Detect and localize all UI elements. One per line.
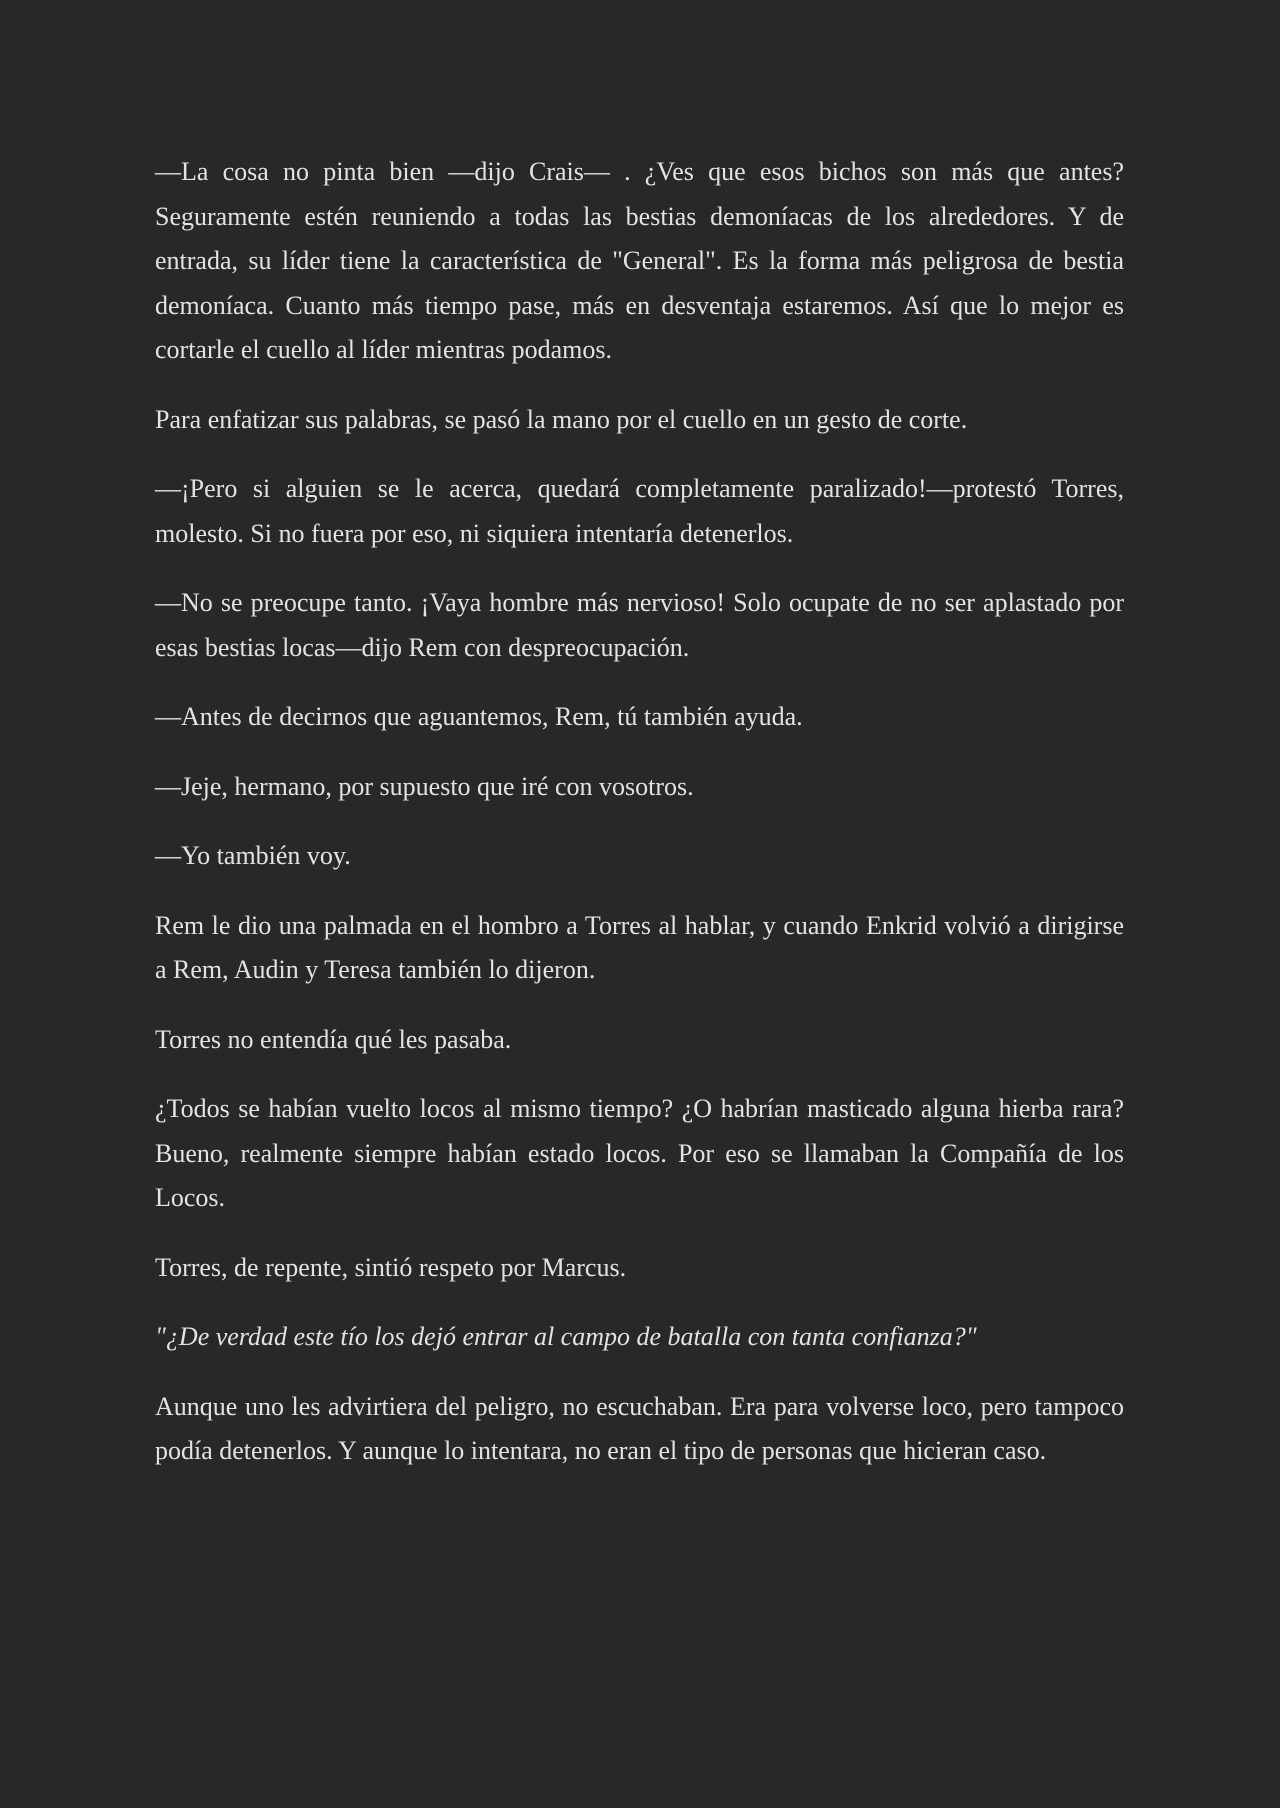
paragraph-rem-palmada: Rem le dio una palmada en el hombro a Torres al hablar, y cuando Enkrid volvió a dirigirse a Rem, Audin y Teresa también lo dijeron.: [155, 910, 1124, 984]
paragraph-rem-reply: —No se preocupe tanto. ¡Vaya hombre más nervioso! Solo ocupate de no ser aplastado por esas bestias locas—dijo Rem con despreocupación.: [155, 588, 1124, 662]
paragraph-jeje: —Jeje, hermano, por supuesto que iré con vosotros.: [155, 771, 694, 801]
paragraph-yo-tambien: —Yo también voy.: [155, 841, 351, 870]
paragraph-crais-warning: —La cosa no pinta bien —dijo Crais— . ¿Ves que esos bichos son más que antes? Seguramente estén reuniendo a todas las bestias demoníacas de los alrededores. Y de entrada, su líder tiene la característica de "General". Es la forma más peligrosa de bestia demoníaca. Cuanto más tiempo pase, más en desventaja estaremos. Así que lo mejor es cortarle el cuello al líder mientras podamos.: [155, 157, 1124, 364]
paragraph-locos: ¿Todos se habían vuelto locos al mismo tiempo? ¿O habrían masticado alguna hierba rara? Bueno, realmente siempre habían estado locos. Por eso se llamaban la Compañía de los Locos.: [155, 1094, 1124, 1212]
paragraph-gesture: Para enfatizar sus palabras, se pasó la mano por el cuello en un gesto de corte.: [155, 404, 968, 434]
paragraph-torres-protest: —¡Pero si alguien se le acerca, quedará completamente paralizado!—protestó Torres, molesto. Si no fuera por eso, ni siquiera intentaría detenerlos.: [155, 474, 1124, 548]
paragraph-closing: Aunque uno les advirtiera del peligro, no escuchaban. Era para volverse loco, pero tampoco podía detenerlos. Y aunque lo intentara, no eran el tipo de personas que hicieran caso.: [155, 1391, 1124, 1465]
paragraph-respeto: Torres, de repente, sintió respeto por Marcus.: [155, 1252, 627, 1282]
document-body: [155, 150, 1124, 1499]
paragraph-thought: "¿De verdad este tío los dejó entrar al campo de batalla con tanta confianza?": [155, 1322, 977, 1351]
paragraph-help-request: —Antes de decirnos que aguantemos, Rem, tú también ayuda.: [155, 702, 803, 731]
paragraph-torres-confused: Torres no entendía qué les pasaba.: [155, 1024, 512, 1054]
